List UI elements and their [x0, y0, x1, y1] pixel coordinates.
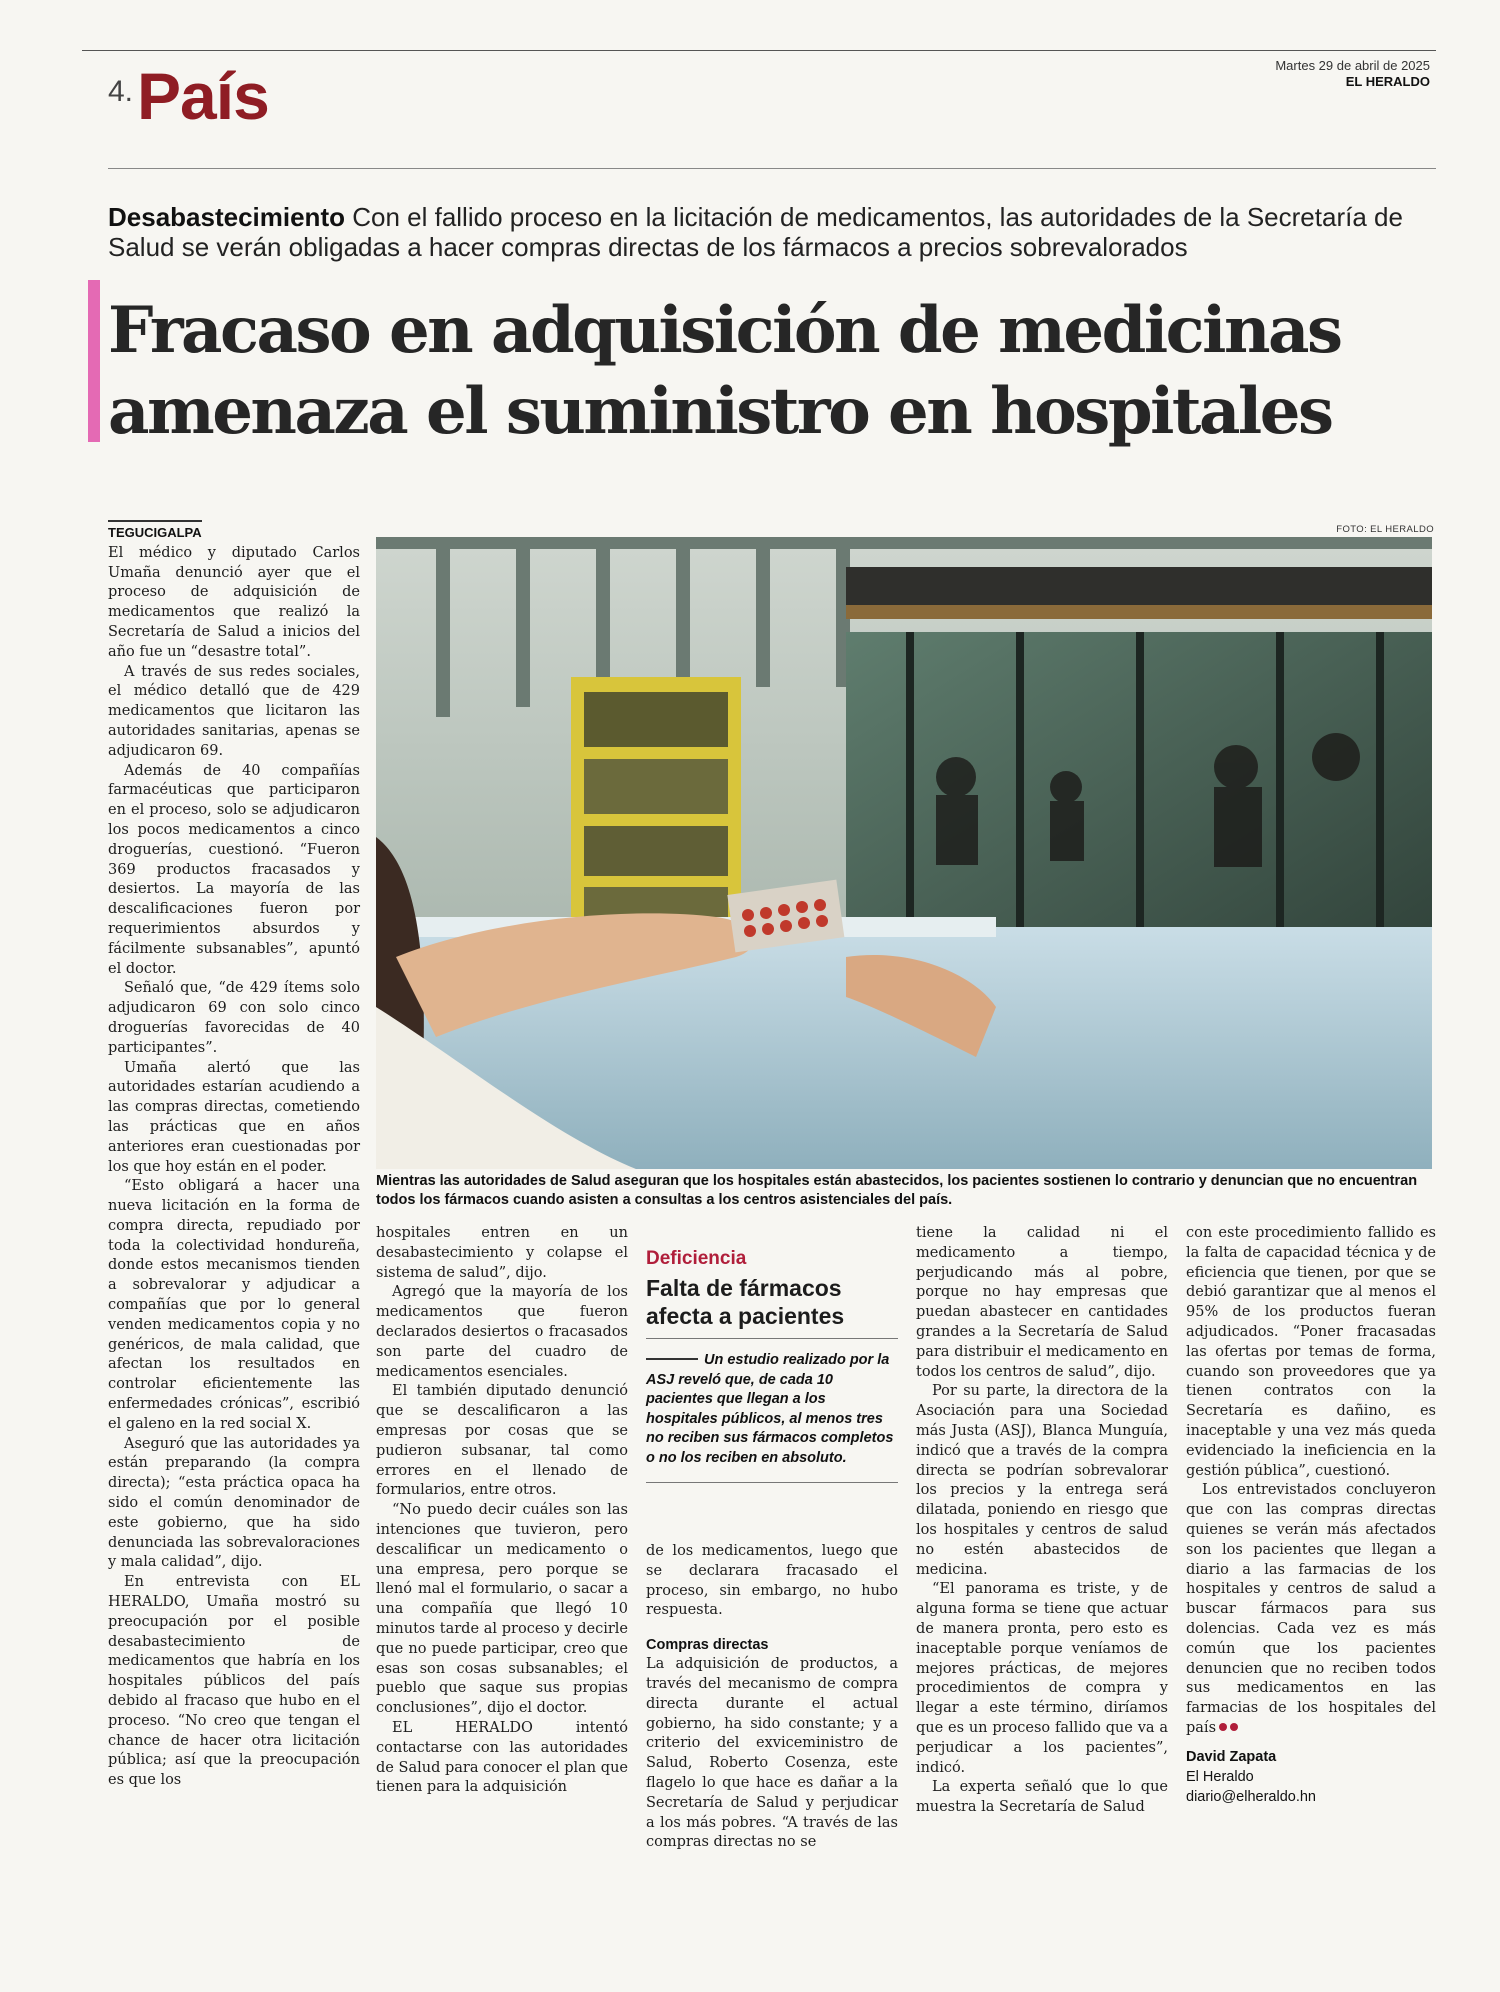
- paragraph: Señaló que, “de 429 ítems solo adjudicaron 69 con solo cinco droguerías favorecidas de 40 participantes”.: [108, 980, 360, 1056]
- paragraph: Agregó que la mayoría de los medicamentos que fueron declarados desiertos o fracasados son parte del cuadro de medicamentos esenciales.: [376, 1284, 628, 1380]
- author-name: David Zapata: [1186, 1748, 1277, 1765]
- newspaper-name: EL HERALDO: [1345, 74, 1430, 89]
- paragraph: A través de sus redes sociales, el médico detalló que de 429 medicamentos que licitaron las autoridades sanitarias, apenas se adjudicaron 69.: [108, 663, 360, 759]
- final-paragraph-text: Los entrevistados concluyeron que con las compras directas quienes se verán más afectados son los pacientes que llegan a diario a las farmacias de los hospitales y centros de salud a buscar fármacos para sus dolencias. Cada vez es más común que los pacientes denuncien que no reciben todos sus medicamentos en las farmacias de los hospitales del país: [1186, 1482, 1436, 1736]
- end-mark-icon: [1219, 1723, 1227, 1731]
- dateline: TEGUCIGALPA: [108, 520, 202, 543]
- headline-line-2: amenaza el suministro en hospitales: [108, 374, 1332, 449]
- yellow-shelf: [571, 677, 741, 937]
- sidebar-label: Deficiencia: [646, 1248, 747, 1269]
- end-mark-icon: [1230, 1723, 1238, 1731]
- article-column-4: [916, 1224, 1168, 1818]
- paragraph: El médico y diputado Carlos Umaña denunció ayer que el proceso de adquisición de medicamentos que realizó la Secretaría de Salud a inicios del año fue un “desastre total”.: [108, 544, 360, 660]
- paragraph: “El panorama es triste, y de alguna forma se tiene que actuar de manera pronta, pero esto es inaceptable porque veníamos de mejores prácticas, de mejores procedimientos de compra y llegar a este término, diríamos que es un proceso fallido que va a perjudicar a los pacientes”, indicó.: [916, 1581, 1168, 1776]
- sidebar-lead: [646, 1351, 898, 1483]
- section-header: [108, 58, 269, 134]
- paragraph: Umaña alertó que las autoridades estarían acudiendo a las compras directas, cometiendo las prácticas que en años anteriores eran cuestionadas por los que hoy están en el poder.: [108, 1059, 360, 1175]
- paragraph: Además de 40 compañías farmacéuticas que participaron en el proceso, solo se adjudicaron los pocos medicamentos a cinco droguerías, cuestionó. “Fueron 369 productos fracasados y desiertos. La mayoría de las descalificaciones fueron por requerimientos absurdos y fácilmente subsanables”, apuntó el doctor.: [108, 762, 360, 977]
- top-rule: [82, 50, 1436, 51]
- article-column-2: [376, 1224, 628, 1798]
- news-photo: [376, 537, 1432, 1169]
- author-email: diario@elheraldo.hn: [1186, 1788, 1316, 1805]
- sidebar-lead-text: Un estudio realizado por la ASJ reveló que, de cada 10 pacientes que llegan a los hospitales públicos, al menos tres no reciben sus fármacos completos o no los reciben en absoluto.: [646, 1352, 894, 1466]
- paragraph: hospitales entren en un desabastecimiento y colapse el sistema de salud”, dijo.: [376, 1225, 628, 1281]
- kicker-label: Desabastecimiento: [108, 202, 345, 232]
- article-column-3: [646, 1542, 898, 1853]
- page-number: 4.: [108, 75, 134, 108]
- masthead: [1275, 58, 1430, 89]
- headline-line-1: Fracaso en adquisición de medicinas: [108, 293, 1341, 368]
- paragraph: tiene la calidad ni el medicamento a tiempo, perjudicando más al pobre, porque no hay empresas que puedan abastecer en cantidades grandes a la Secretaría de Salud para distribuir el medicamento en todos los centros de salud”, dijo.: [916, 1225, 1168, 1380]
- paragraph: La adquisición de productos, a través del mecanismo de compra directa durante el actual gobierno, ha sido constante; y a criterio del exviceministro de Salud, Roberto Cosenza, este flagelo lo que hace es dañar a la Secretaría de Salud y perjudicar a los más pobres. “A través de las compras directas no se: [646, 1656, 898, 1851]
- photo-caption: Mientras las autoridades de Salud aseguran que los hospitales están abastecidos, los pacientes sostienen lo contrario y denuncian que no encuentran todos los fármacos cuando asisten a consultas a los centros asistenciales del país.: [376, 1173, 1418, 1208]
- paragraph: Por su parte, la directora de la Asociación para una Sociedad más Justa (ASJ), Blanca Munguía, indicó que a través de la compra directa se podrían sobrevalorar los precios y la entrega será dilatada, poniendo en riesgo que los hospitales y centros de salud no estén abastecidos de medicina.: [916, 1383, 1168, 1578]
- paragraph: [1186, 1481, 1436, 1738]
- author-outlet: El Heraldo: [1186, 1768, 1254, 1785]
- kicker: [108, 202, 1428, 262]
- subhead: Compras directas: [646, 1637, 769, 1654]
- highlight-marker: [88, 280, 100, 442]
- section-rule: [108, 168, 1436, 169]
- byline: [1186, 1747, 1436, 1807]
- paragraph: En entrevista con EL HERALDO, Umaña mostró su preocupación por el posible desabastecimiento de medicamentos que habría en los hospitales públicos del país debido al fracaso que hubo en el proceso. “No creo que tengan el chance de hacer otra licitación pública; así que la preocupación es que los: [108, 1574, 360, 1789]
- kicker-text: Con el fallido proceso en la licitación de medicamentos, las autoridades de la Secretaría de Salud se verán obligadas a hacer compras directas de los fármacos a precios sobrevalorados: [108, 202, 1403, 262]
- issue-date: Martes 29 de abril de 2025: [1275, 58, 1430, 73]
- paragraph: EL HERALDO intentó contactarse con las autoridades de Salud para conocer el plan que tienen para la adquisición: [376, 1719, 628, 1796]
- paragraph: La experta señaló que lo que muestra la Secretaría de Salud: [916, 1779, 1168, 1816]
- paragraph: El también diputado denunció que se descalificaron a las empresas por cosas que se pudieron subsanar, tal como errores en el llenado de formularios, entre otros.: [376, 1383, 628, 1499]
- article-column-1: [108, 520, 360, 1791]
- paragraph: “No puedo decir cuáles son las intenciones que tuvieron, pero descalificar un medicamento o una empresa, pero porque se llenó mal el formulario, o sacar a una compañía que llegó 10 minutos tarde al proceso y decirle que no puede participar, creo que esas son cosas subsanables; el pueblo que saque sus propias conclusiones”, dijo el doctor.: [376, 1502, 628, 1717]
- lead-rule: [646, 1358, 698, 1360]
- sidebar-box: [646, 1248, 898, 1483]
- paragraph: con este procedimiento fallido es la falta de capacidad técnica y de eficiencia que tienen, por que se debió garantizar que al menos el 95% de los productos fueran adjudicados. “Poner fracasadas las ofertas por temas de forma, cuando son proveedores que ya tienen contratos con la Secretaría es dañino, es inaceptable y una vez más queda evidenciado la ineficiencia en la gestión pública”, cuestionó.: [1186, 1225, 1436, 1479]
- headline: [108, 290, 1448, 452]
- paragraph: Aseguró que las autoridades ya están preparando (la compra directa); “esta práctica opaca ha sido el común denominador de este gobierno, que ha sido denunciada las sobrevaloraciones y mala calidad”, dijo.: [108, 1435, 360, 1571]
- pharmacy-window-photo: [376, 537, 1432, 1169]
- paragraph: “Esto obligará a hacer una nueva licitación en la forma de compra directa, repudiado por toda la colectividad hondureña, donde estos mecanismos tienden a sobrevalorar y adjudicar a compañías que por lo general venden medicamentos copia y no genéricos, de mala calidad, que afectan los resultados en controlar eficientemente las enfermedades crónicas”, escribió el galeno en la red social X.: [108, 1178, 360, 1432]
- sidebar-title: Falta de fármacos afecta a pacientes: [646, 1274, 898, 1339]
- photo-credit: FOTO: EL HERALDO: [1336, 524, 1434, 535]
- section-name: País: [137, 59, 269, 133]
- article-column-5: [1186, 1224, 1436, 1807]
- paragraph: de los medicamentos, luego que se declarara fracasado el proceso, sin embargo, no hubo respuesta.: [646, 1543, 898, 1619]
